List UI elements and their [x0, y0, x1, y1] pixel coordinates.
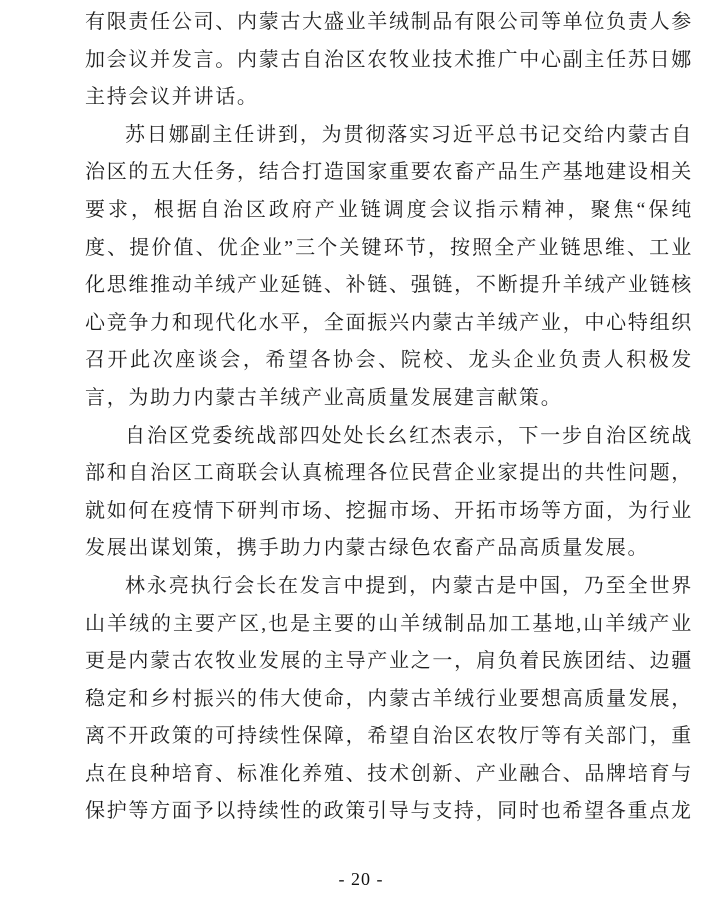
page-number: - 20 - [338, 869, 384, 889]
paragraph: 林永亮执行会长在发言中提到，内蒙古是中国，乃至全世界山羊绒的主要产区,也是主要的山羊绒制品加工基地,山羊绒产业更是内蒙古农牧业发展的主导产业之一，肩负着民族团结、边疆稳定和乡村振兴的伟大使命，内蒙古羊绒行业要想高质量发展，离不开政策的可持续性保障，希望自治区农牧厅等有关部门，重点在良种培育、标准化养殖、技术创新、产业融合、品牌培育与保护等方面予以持续性的政策引导与支持，同时也希望各重点龙 [85, 574, 693, 823]
paragraph: 自治区党委统战部四处处长幺红杰表示，下一步自治区统战部和自治区工商联会认真梳理各位民营企业家提出的共性问题，就如何在疫情下研判市场、挖掘市场、开拓市场等方面，为行业发展出谋划策，携手助力内蒙古绿色农畜产品高质量发展。 [85, 424, 693, 560]
paragraph: 有限责任公司、内蒙古大盛业羊绒制品有限公司等单位负责人参加会议并发言。内蒙古自治区农牧业技术推广中心副主任苏日娜主持会议并讲话。 [85, 11, 693, 109]
page-footer [0, 869, 722, 890]
document-body [85, 4, 693, 831]
paragraph: 苏日娜副主任讲到，为贯彻落实习近平总书记交给内蒙古自治区的五大任务，结合打造国家重要农畜产品生产基地建设相关要求，根据自治区政府产业链调度会议指示精神，聚焦“保纯度、提价值、优企业”三个关键环节，按照全产业链思维、工业化思维推动羊绒产业延链、补链、强链，不断提升羊绒产业链核心竞争力和现代化水平，全面振兴内蒙古羊绒产业，中心特组织召开此次座谈会，希望各协会、院校、龙头企业负责人积极发言，为助力内蒙古羊绒产业高质量发展建言献策。 [85, 123, 693, 409]
